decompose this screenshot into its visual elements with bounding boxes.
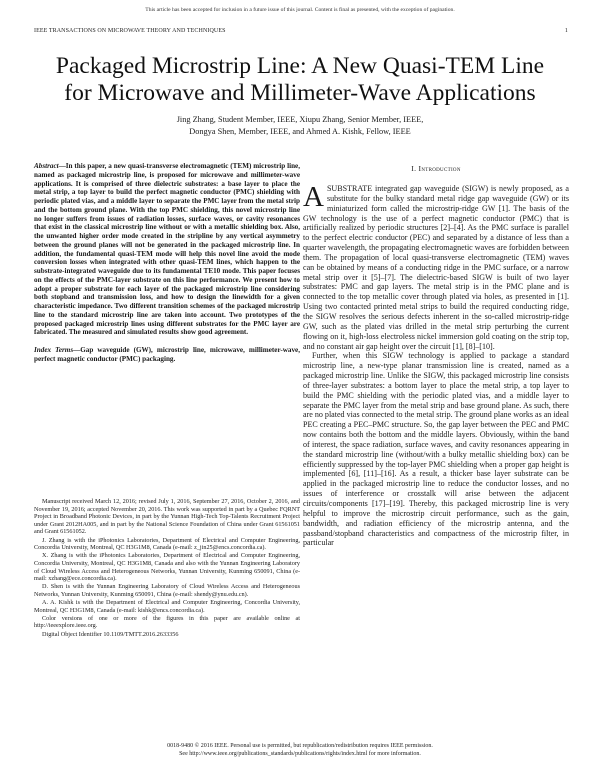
author-list [60,114,540,137]
authors-line-2: Dongya Shen, Member, IEEE, and Ahmed A. Kishk, Fellow, IEEE [189,126,411,136]
footnote-doi: Digital Object Identifier 10.1109/TMTT.2016.2633356 [42,630,179,638]
index-terms-label: Index Terms [34,346,74,354]
abstract: Abstract—In this paper, a new quasi-transverse electromagnetic (TEM) microstrip line, named as packaged microstrip line, is proposed for microwave and millimeter-wave applications. It is comprised of three dielectric substrates: a base layer to place the metal strip, a top layer to build the perfect magnetic conductor (PMC) shielding with periodic plated vias, and a middle layer to separate the PMC layer from the metal strip and the bottom ground plane. With the top PMC shielding, this novel microstrip line no longer suffers from issues of radiation losses, surface waves, or cavity resonances that exist in the classical microstrip line without or with a metallic shielding box. Also, the unwanted higher order mode created in the stripline by any vertical asymmetry between the ground planes will not be generated in the packaged microstrip line. In addition, the fundamental quasi-TEM mode will help this novel line avoid the mode conversion losses when integrated with other quasi-TEM lines, which happen to the substrate-integrated waveguide due to its fundamental TE10 mode. This paper focuses on the effects of the PMC-layer substrate on this line performance. We present how to adopt a proper substrate for each layer of the packaged microstrip line considering both stopband and transmission loss, and how to design the linewidth for a given characteristic impedance. Two different transition schemes of the packaged microstrip line to the standard microstrip line are taken into account. Two prototypes of the proposed packaged microstrip lines using different substrates for the PMC layer are fabricated. The measured and simulated results show good agreement. [34,162,300,337]
footnote-affiliation-kishk: A. A. Kishk is with the Department of Electrical and Computer Engineering, Concordia University, Montreal, QC H3G1M8, Canada (e-mail: kishk@encs.concordia.ca). [34,599,300,614]
index-terms: Index Terms—Gap waveguide (GW), microstrip line, microwave, millimeter-wave, perfect magnetic conductor (PMC) packaging. [34,346,300,363]
copyright-line-2: See http://www.ieee.org/publications_standards/publications/rights/index.html for more information. [179,751,421,757]
footnote-affiliation-zhang-x: X. Zhang is with the iPhotonics Laboratories, Department of Electrical and Computer Engineering, Concordia University, Montreal, QC H3G1M8, Canada and also with the Yunnan Engineering Laboratory of Cloud Wireless Access and Heterogeneous Networks, Yunnan University, Kunming 650091, China (e-mail: xzhang@ece.concordia.ca). [34,552,300,583]
intro-paragraph-1 [303,181,569,351]
footnote-color-versions: Color versions of one or more of the figures in this paper are available online at http://ieeexplore.ieee.org. [34,614,300,630]
abstract-text: In this paper, a new quasi-transverse electromagnetic (TEM) microstrip line, named as packaged microstrip line, is proposed for microwave and millimeter-wave applications. It is comprised of three dielectric substrates: a base layer to place the metal strip, a top layer to build the perfect magnetic conductor (PMC) shielding with periodic plated vias, and a middle layer to separate the PMC layer from the metal strip and the bottom ground plane. With the top PMC shielding, this novel microstrip line no longer suffers from issues of radiation losses, surface waves, or cavity resonances that exist in the classical microstrip line without or with a metallic shielding box. Also, the unwanted higher order mode created in the stripline by any vertical asymmetry between the ground planes will not be generated in the packaged microstrip line. In addition, the fundamental quasi-TEM mode will help this novel line avoid the mode conversion losses when integrated with other quasi-TEM lines, which happen to the substrate-integrated waveguide due to its fundamental TE10 mode. This paper focuses on the effects of the PMC-layer substrate on this line performance. We present how to adopt a proper substrate for each layer of the packaged microstrip line considering both stopband and transmission loss, and how to design the linewidth for a given characteristic impedance. Two different transition schemes of the packaged microstrip line to the standard microstrip line are taken into account. Two prototypes of the proposed packaged microstrip lines using different substrates for the PMC layer are fabricated. The measured and simulated results show good agreement. [34,162,300,337]
footnote-affiliation-zhang-j: J. Zhang is with the iPhotonics Laboratories, Department of Electrical and Computer Engineering, Concordia University, Montreal, QC H3G1M8, Canada (e-mail: z_jin25@encs.concordia.ca). [34,536,300,552]
right-column [303,162,569,548]
intro-paragraph-2: Further, when this SIGW technology is applied to package a standard microstrip line, a new-type planar transmission line is created, named as a packaged microstrip line. Unlike the SIGW, this packaged microstrip line consists of three-layer substrates: a bottom layer to place the metal strip, a top layer to build the PMC shielding with the periodic plated vias, and a middle layer to separate the PMC layer from the metal strip and base ground plane. As such, there are no plated vias connected to the metal strip. The ground plane works as an ideal PEC creating a PEC–PMC structure. So, the gap layer between the PEC and PMC now contains both the bottom and the middle layers. Obviously, within the band of interest, the space radiation, surface waves, and cavity resonances appearing in the standard microstrip line (without/with a bulky metallic shielding box) can be efficiently suppressed by the top-layer PMC shielding when a proper gap height is implemented [6], [11]–[16]. As a result, a thicker base layer substrate can be applied in the packaged microstrip line to reduce the conductor losses, and no issues of interference or crosstalk will arise between the adjacent circuits/components [17]–[19]. Thereby, this packaged microstrip line is very helpful to improve the microstrip circuit performance, such as the gain, bandwidth, and radiation efficiency of the microstrip antenna, and the passband/stopband characteristics and compactness of the microstrip filter, in particular [303,351,569,548]
authors-line-1: Jing Zhang, Student Member, IEEE, Xiupu Zhang, Senior Member, IEEE, [176,115,424,124]
intro-lead-word: SUBSTRATE [326,184,373,193]
section-heading: I. Introduction [411,164,461,173]
intro-paragraph-1-text: integrated gap waveguide (SIGW) is newly proposed, as a substitute for the bulky standard metal ridge gap waveguide (GW) or its miniaturized form called the microstrip-ridge GW [1]. The basis of the GW technology is the use of a perfect magnetic conductor (PMC) that is artificially realized by periodic structures [2]–[4]. As the PMC surface is parallel to the perfect electric conductor (PEC) and separated by a distance of less than a quarter wavelength, the propagating electromagnetic waves are forbidden between them. The propagation of local quasi-transverse electromagnetic (TEM) waves can be obtained by means of a conducting ridge in the PMC surface, or a narrow metal strip over it [5]–[7]. The dielectric-based SIGW is built of two layer substrates: PMC and gap layers. The metal strip is in the PMC plane and is connected to the top metallic cover through plated via holes, as presented in [1]. Using two contacted printed metal strips to build the required conducting ridge, the SIGW resolves the serious defects inherent in the so-called microstrip-ridge GW, such as the plated vias drilled in the metal strip perturbing the current flowing on it, high-loss electroless nickel immersion gold coating on the strip top, and no constant air gap height over the circuit [1], [8]–[10]. [303,184,569,351]
drop-cap: A [303,181,324,213]
journal-name: IEEE TRANSACTIONS ON MICROWAVE THEORY AND TECHNIQUES [34,28,226,34]
title-line-1: Packaged Microstrip Line: A New Quasi-TEM Line [55,53,545,79]
footnote-affiliation-shen: D. Shen is with the Yunnan Engineering Laboratory of Cloud Wireless Access and Heterogeneous Networks, Yunnan University, Kunming 650091, China (e-mail: shendy@ynu.edu.cn). [34,583,300,598]
publication-notice: This article has been accepted for inclusion in a future issue of this journal. Content is final as presented, with the exception of pagination. [145,7,455,13]
footnote-manuscript: Manuscript received March 12, 2016; revised July 1, 2016, September 27, 2016, October 2, 2016, and November 19, 2016; accepted November 20, 2016. This work was supported in part by a Quebec FQRNT Project in Broadband Photonic Devices, in part by the Yunnan High-Tech Top-Talents Recruitment Project under Grant 2012HA005, and in part by the National Science Foundation of China under Grant 61561051 and Grant 61561052. [34,498,300,536]
abstract-label: Abstract [34,162,59,170]
paper-title [20,53,580,107]
copyright-line-1: 0018-9480 © 2016 IEEE. Personal use is permitted, but republication/redistribution requires IEEE permission. [167,743,433,749]
page-number: 1 [564,28,568,34]
introduction-body [303,181,569,548]
left-column [34,162,300,364]
title-line-2: for Microwave and Millimeter-Wave Applications [64,80,536,106]
copyright-notice [0,742,600,758]
footnotes [34,498,300,639]
index-terms-text: Gap waveguide (GW), microstrip line, microwave, millimeter-wave, perfect magnetic conductor (PMC) packaging. [34,346,300,363]
running-head [34,28,568,34]
